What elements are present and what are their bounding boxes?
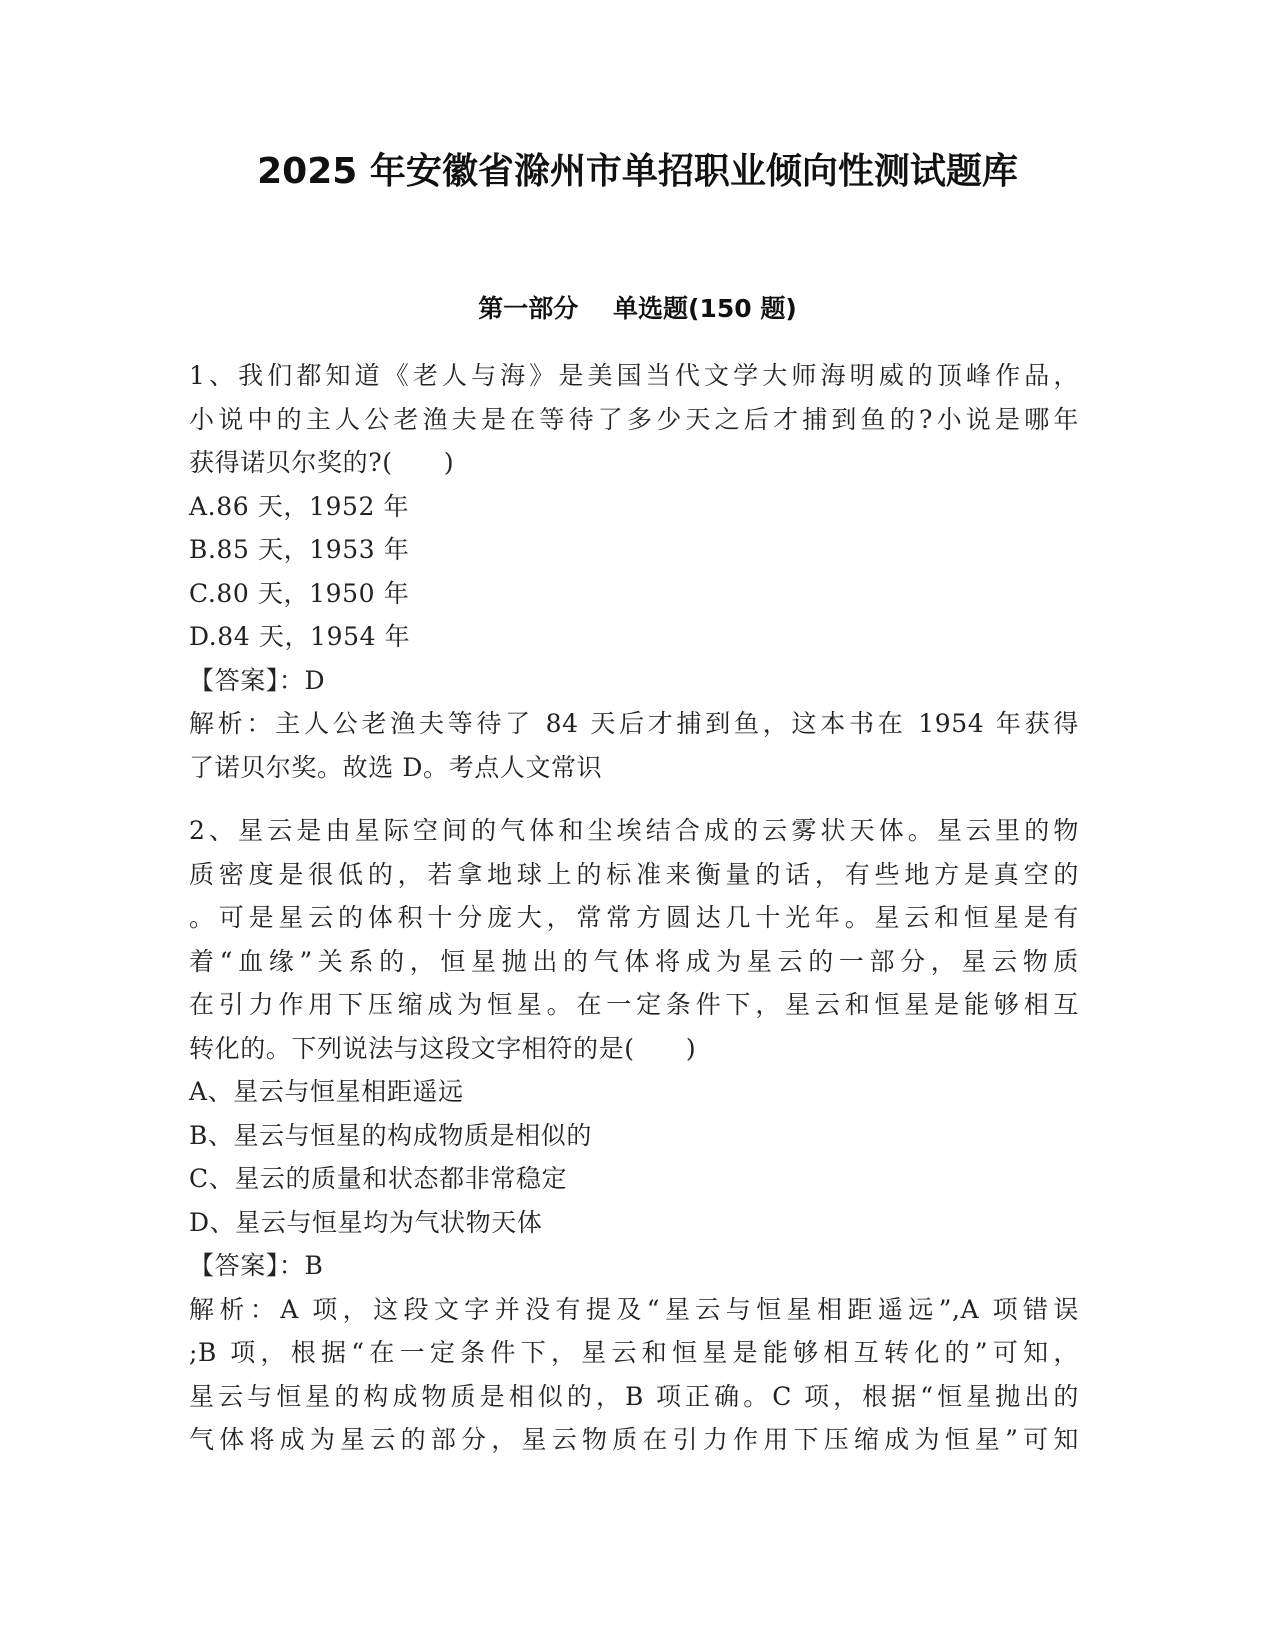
document-title: 2025 年安徽省滁州市单招职业倾向性测试题库 bbox=[257, 151, 1018, 192]
question-1-stem-line: 1、我们都知道《老人与海》是美国当代文学大师海明威的顶峰作品， bbox=[189, 361, 1079, 390]
question-2-option-b: B、星云与恒星的构成物质是相似的 bbox=[189, 1120, 592, 1150]
question-1-option-d: D.84 天，1954 年 bbox=[189, 622, 411, 651]
section-title: 第一部分 单选题(150 题) bbox=[478, 294, 797, 323]
question-2 bbox=[189, 809, 1079, 1462]
question-2-stem-line: 在引力作用下压缩成为恒星。在一定条件下，星云和恒星是能够相互 bbox=[189, 990, 1079, 1019]
question-1-option-c: C.80 天，1950 年 bbox=[189, 578, 410, 608]
question-2-stem-line: 着“血缘”关系的，恒星抛出的气体将成为星云的一部分，星云物质 bbox=[189, 946, 1079, 976]
question-2-stem-line: 质密度是很低的，若拿地球上的标准来衡量的话，有些地方是真空的 bbox=[189, 859, 1079, 889]
question-1-option-b: B.85 天，1953 年 bbox=[189, 535, 410, 564]
question-1 bbox=[189, 354, 1079, 789]
question-1-analysis-line: 解析：主人公老渔夫等待了 84 天后才捕到鱼，这本书在 1954 年获得 bbox=[189, 709, 1079, 738]
question-2-option-c: C、星云的质量和状态都非常稳定 bbox=[189, 1164, 568, 1193]
questions-body bbox=[189, 354, 1079, 1462]
question-1-option-a: A.86 天，1952 年 bbox=[189, 491, 410, 521]
question-2-analysis-line: 解析：A 项，这段文字并没有提及“星云与恒星相距遥远”,A 项错误 bbox=[189, 1294, 1079, 1324]
question-2-stem-line: 。可是星云的体积十分庞大，常常方圆达几十光年。星云和恒星是有 bbox=[189, 903, 1079, 932]
question-2-option-a: A、星云与恒星相距遥远 bbox=[189, 1077, 464, 1106]
question-1-stem-line: 小说中的主人公老渔夫是在等待了多少天之后才捕到鱼的?小说是哪年 bbox=[189, 404, 1079, 434]
question-2-analysis-line: ;B 项，根据“在一定条件下，星云和恒星是能够相互转化的”可知， bbox=[189, 1338, 1079, 1367]
question-1-answer: 【答案】：D bbox=[189, 665, 326, 695]
question-2-option-d: D、星云与恒星均为气状物天体 bbox=[189, 1207, 543, 1237]
question-2-analysis-line: 气体将成为星云的部分，星云物质在引力作用下压缩成为恒星”可知 bbox=[189, 1425, 1079, 1454]
question-2-analysis-line: 星云与恒星的构成物质是相似的，B 项正确。C 项，根据“恒星抛出的 bbox=[189, 1381, 1079, 1411]
question-2-answer: 【答案】：B bbox=[189, 1251, 324, 1280]
question-2-stem-line: 2、星云是由星际空间的气体和尘埃结合成的云雾状天体。星云里的物 bbox=[189, 816, 1079, 845]
question-1-stem-line: 获得诺贝尔奖的?( ) bbox=[189, 448, 455, 477]
question-1-analysis-line: 了诺贝尔奖。故选 D。考点人文常识 bbox=[189, 752, 603, 782]
question-2-stem-line: 转化的。下列说法与这段文字相符的是( ) bbox=[189, 1033, 697, 1063]
